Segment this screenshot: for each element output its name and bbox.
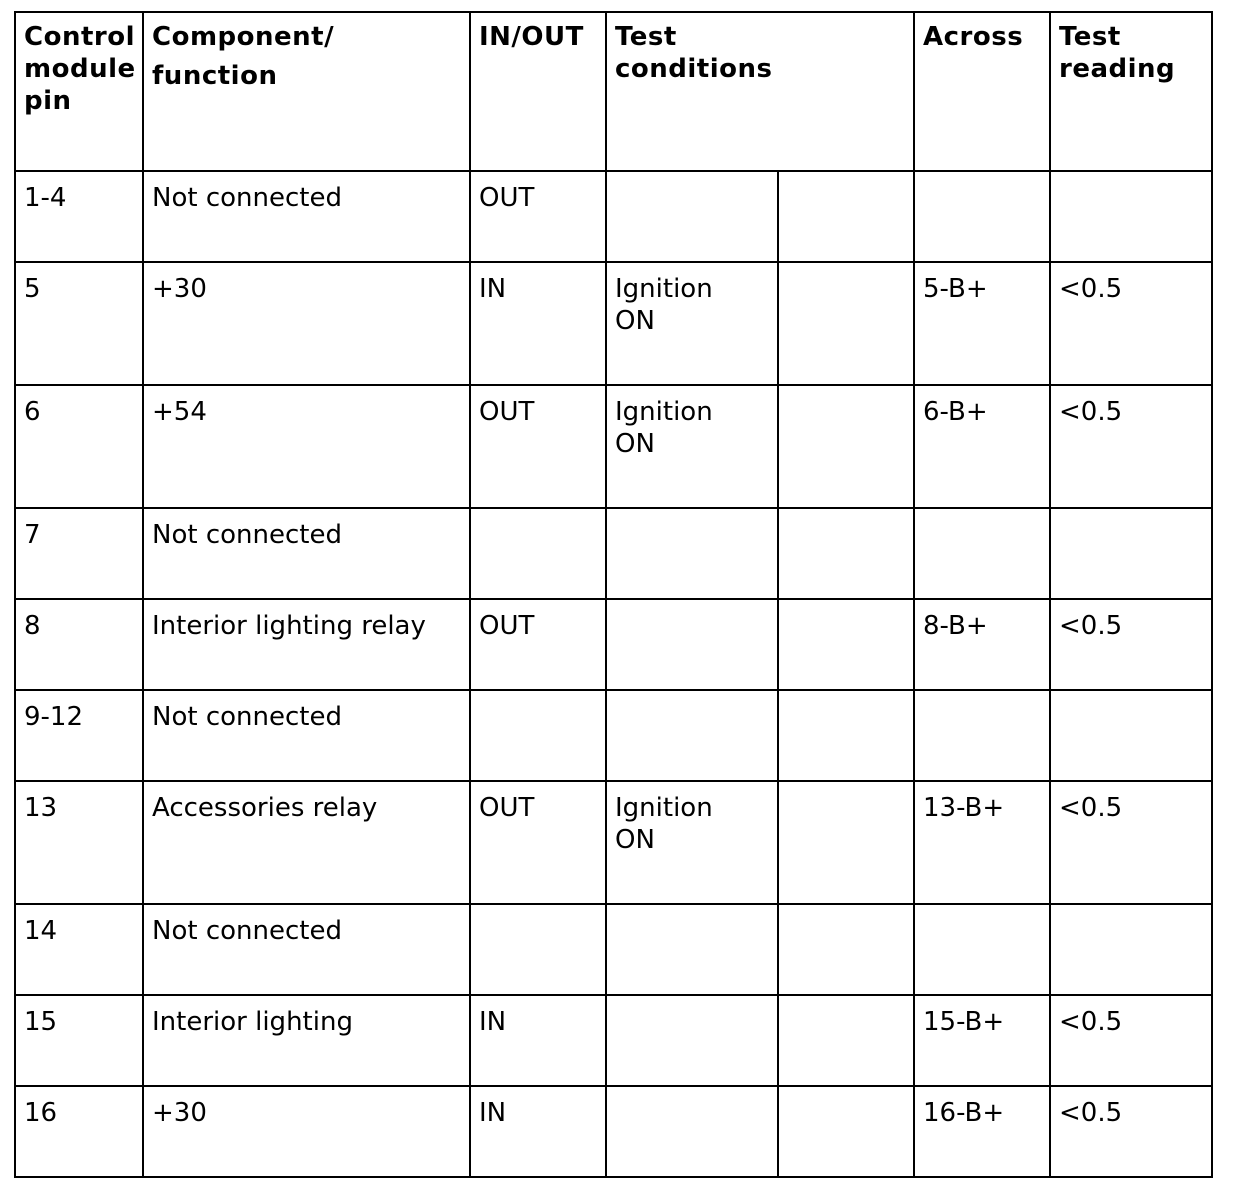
cell-across <box>914 904 1050 995</box>
cell-extra <box>778 599 914 690</box>
cell-component: Interior lighting relay <box>143 599 470 690</box>
header-test-reading-label: Test reading <box>1059 22 1176 84</box>
cell-condition <box>606 599 778 690</box>
header-across-label: Across <box>923 22 1024 52</box>
cell-inout: OUT <box>470 781 606 904</box>
header-pin <box>15 12 143 171</box>
cell-reading <box>1050 171 1212 262</box>
cell-component: Not connected <box>143 904 470 995</box>
cell-across <box>914 690 1050 781</box>
table-row <box>15 599 1212 690</box>
cell-pin: 8 <box>15 599 143 690</box>
cell-condition <box>606 1086 778 1177</box>
cell-pin: 6 <box>15 385 143 508</box>
cell-pin: 15 <box>15 995 143 1086</box>
cell-component: +30 <box>143 262 470 385</box>
cell-inout: IN <box>470 995 606 1086</box>
table-row <box>15 690 1212 781</box>
cell-component: Not connected <box>143 690 470 781</box>
header-test-conditions <box>606 12 914 171</box>
cell-condition <box>606 690 778 781</box>
cell-reading: <0.5 <box>1050 781 1212 904</box>
cell-condition <box>606 904 778 995</box>
cell-across: 6-B+ <box>914 385 1050 508</box>
cell-inout: IN <box>470 262 606 385</box>
header-inout-label: IN/OUT <box>479 22 584 52</box>
cell-inout: OUT <box>470 385 606 508</box>
cell-condition <box>606 508 778 599</box>
header-test-conditions-label: Test conditions <box>615 22 773 84</box>
cell-component: +30 <box>143 1086 470 1177</box>
cell-reading: <0.5 <box>1050 995 1212 1086</box>
cell-condition <box>606 995 778 1086</box>
table-body <box>15 12 1212 1177</box>
cell-condition: Ignition ON <box>606 262 778 385</box>
cell-component: Accessories relay <box>143 781 470 904</box>
cell-across: 13-B+ <box>914 781 1050 904</box>
cell-condition: Ignition ON <box>606 781 778 904</box>
cell-pin: 5 <box>15 262 143 385</box>
cell-pin: 16 <box>15 1086 143 1177</box>
header-component-line2: function <box>152 61 278 91</box>
header-test-reading <box>1050 12 1212 171</box>
cell-pin: 14 <box>15 904 143 995</box>
cell-inout <box>470 508 606 599</box>
cell-across <box>914 508 1050 599</box>
header-pin-label: Control module pin <box>24 22 136 116</box>
table-row <box>15 385 1212 508</box>
cell-reading <box>1050 690 1212 781</box>
cell-condition <box>606 171 778 262</box>
table-row <box>15 171 1212 262</box>
cell-extra <box>778 904 914 995</box>
table-row <box>15 262 1212 385</box>
cell-pin: 13 <box>15 781 143 904</box>
cell-across: 15-B+ <box>914 995 1050 1086</box>
cell-inout: IN <box>470 1086 606 1177</box>
header-across <box>914 12 1050 171</box>
table-row <box>15 904 1212 995</box>
cell-reading <box>1050 904 1212 995</box>
cell-extra <box>778 781 914 904</box>
cell-pin: 1-4 <box>15 171 143 262</box>
table-row <box>15 781 1212 904</box>
cell-component: Not connected <box>143 171 470 262</box>
table-row <box>15 508 1212 599</box>
pin-test-table <box>14 11 1213 1178</box>
header-component-line1: Component/ <box>152 22 335 52</box>
cell-across <box>914 171 1050 262</box>
cell-reading: <0.5 <box>1050 1086 1212 1177</box>
cell-extra <box>778 171 914 262</box>
table-row <box>15 1086 1212 1177</box>
cell-component: Not connected <box>143 508 470 599</box>
cell-reading <box>1050 508 1212 599</box>
cell-reading: <0.5 <box>1050 599 1212 690</box>
cell-extra <box>778 508 914 599</box>
cell-across: 5-B+ <box>914 262 1050 385</box>
table-row <box>15 995 1212 1086</box>
cell-across: 16-B+ <box>914 1086 1050 1177</box>
cell-inout <box>470 690 606 781</box>
cell-reading: <0.5 <box>1050 385 1212 508</box>
cell-inout <box>470 904 606 995</box>
cell-extra <box>778 385 914 508</box>
cell-extra <box>778 1086 914 1177</box>
cell-condition: Ignition ON <box>606 385 778 508</box>
cell-inout: OUT <box>470 171 606 262</box>
cell-component: Interior lighting <box>143 995 470 1086</box>
cell-component: +54 <box>143 385 470 508</box>
header-row <box>15 12 1212 171</box>
cell-across: 8-B+ <box>914 599 1050 690</box>
cell-pin: 7 <box>15 508 143 599</box>
cell-extra <box>778 995 914 1086</box>
cell-extra <box>778 690 914 781</box>
cell-inout: OUT <box>470 599 606 690</box>
cell-extra <box>778 262 914 385</box>
header-inout <box>470 12 606 171</box>
cell-pin: 9-12 <box>15 690 143 781</box>
cell-reading: <0.5 <box>1050 262 1212 385</box>
header-component <box>143 12 470 171</box>
